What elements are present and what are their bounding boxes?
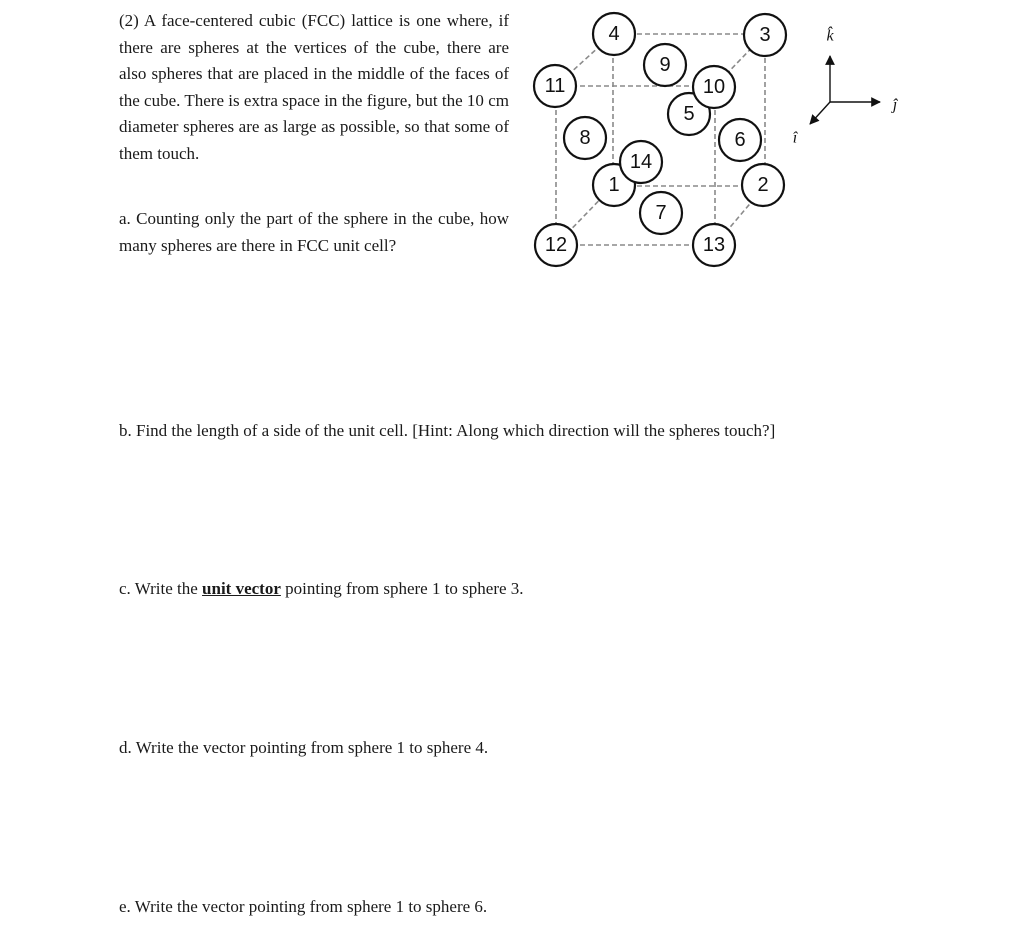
sphere-7 bbox=[640, 192, 682, 234]
sphere-3 bbox=[744, 14, 786, 56]
axis-triad bbox=[793, 25, 899, 146]
question-b bbox=[119, 421, 775, 441]
question-c bbox=[119, 579, 524, 599]
problem-intro-text: (2) A face-centered cubic (FCC) lattice is one where, if there are spheres at the vertices of the cube, there are also spheres that are placed in the middle of the faces of the cube. There is extra space in the figure, but the 10 cm diameter spheres are as large as possible, so that some of them touch. bbox=[119, 11, 509, 163]
svg-text:8: 8 bbox=[579, 127, 591, 149]
sphere-12 bbox=[535, 224, 577, 266]
svg-text:10: 10 bbox=[702, 76, 726, 98]
sphere-2 bbox=[742, 164, 784, 206]
question-d bbox=[119, 738, 488, 758]
svg-text:13: 13 bbox=[702, 234, 726, 256]
question-a-text: a. Counting only the part of the sphere in the cube, how many spheres are there in FCC unit cell? bbox=[119, 209, 509, 255]
sphere-11 bbox=[534, 65, 576, 107]
sphere-4 bbox=[593, 13, 635, 55]
svg-text:9: 9 bbox=[659, 54, 671, 76]
svg-text:12: 12 bbox=[544, 234, 568, 256]
i-axis-label: î bbox=[792, 129, 798, 147]
svg-text:11: 11 bbox=[544, 75, 566, 97]
i-axis-arrow bbox=[810, 102, 830, 124]
svg-text:5: 5 bbox=[683, 103, 695, 125]
svg-text:6: 6 bbox=[734, 129, 746, 151]
j-axis-label: ĵ bbox=[892, 96, 898, 114]
sphere-14 bbox=[620, 141, 662, 183]
svg-text:4: 4 bbox=[608, 23, 620, 45]
svg-text:1: 1 bbox=[608, 174, 620, 196]
sphere-13 bbox=[693, 224, 735, 266]
question-c-prefix: c. Write the bbox=[119, 579, 203, 598]
question-c-suffix: pointing from sphere 1 to sphere 3. bbox=[280, 579, 524, 598]
sphere-10 bbox=[693, 66, 735, 108]
question-e bbox=[119, 897, 487, 917]
question-b-text: b. Find the length of a side of the unit cell. [Hint: Along which direction will the spheres touch?] bbox=[119, 421, 776, 440]
sphere-8 bbox=[564, 117, 606, 159]
fcc-lattice-figure bbox=[0, 0, 1015, 300]
question-e-text: e. Write the vector pointing from sphere 1 to sphere 6. bbox=[119, 897, 488, 916]
svg-text:3: 3 bbox=[759, 24, 771, 46]
sphere-9 bbox=[644, 44, 686, 86]
svg-text:7: 7 bbox=[655, 202, 667, 224]
svg-text:2: 2 bbox=[757, 174, 769, 196]
svg-text:14: 14 bbox=[629, 151, 653, 173]
question-d-text: d. Write the vector pointing from sphere 1 to sphere 4. bbox=[119, 738, 489, 757]
sphere-6 bbox=[719, 119, 761, 161]
k-axis-label: k̂ bbox=[826, 27, 834, 45]
question-c-emphasis: unit vector bbox=[202, 579, 281, 598]
